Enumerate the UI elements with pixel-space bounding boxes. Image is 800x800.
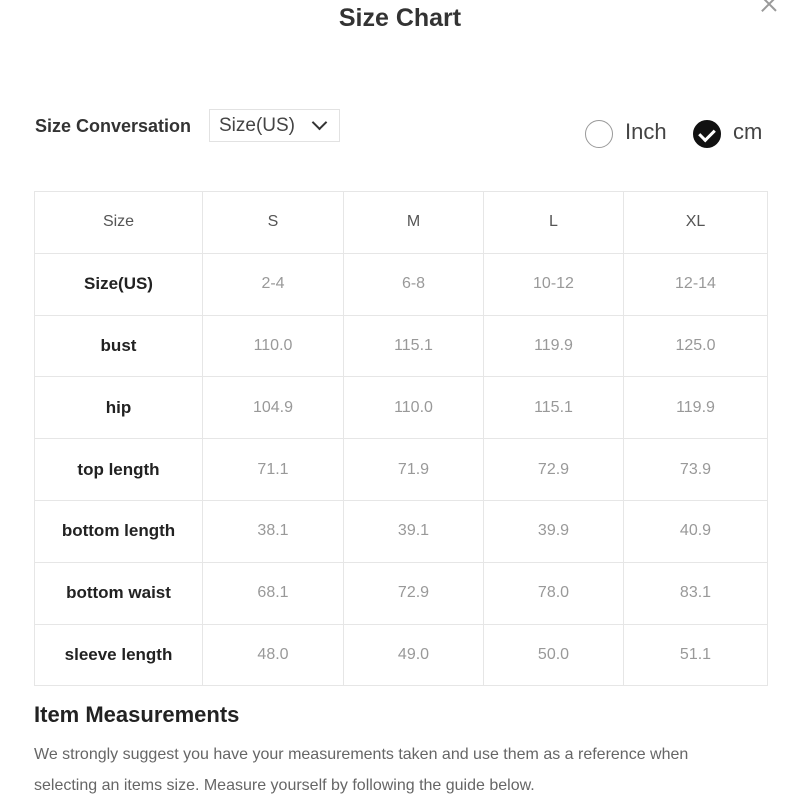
row-label: bottom waist	[35, 562, 203, 624]
table-row	[35, 315, 768, 377]
table-row	[35, 624, 768, 686]
table-row	[35, 377, 768, 439]
table-cell: 38.1	[203, 500, 344, 562]
unit-inch-label: Inch	[625, 119, 667, 144]
size-chart-table	[34, 191, 768, 686]
size-system-select-value: Size(US)	[219, 114, 296, 136]
table-row	[35, 500, 768, 562]
column-header: XL	[624, 192, 768, 254]
close-icon[interactable]	[758, 0, 780, 16]
radio-unchecked-icon[interactable]	[585, 120, 613, 148]
table-cell: 50.0	[484, 624, 624, 686]
table-cell: 48.0	[203, 624, 344, 686]
radio-checked-icon[interactable]	[693, 120, 721, 148]
table-cell: 83.1	[624, 562, 768, 624]
table-cell: 73.9	[624, 439, 768, 501]
table-cell: 71.9	[344, 439, 484, 501]
unit-cm-label: cm	[733, 119, 763, 144]
table-cell: 40.9	[624, 500, 768, 562]
item-measurements-title: Item Measurements	[34, 702, 240, 727]
table-cell: 78.0	[484, 562, 624, 624]
column-header: Size	[35, 192, 203, 254]
row-label: Size(US)	[35, 253, 203, 315]
table-cell: 39.9	[484, 500, 624, 562]
row-label: bottom length	[35, 500, 203, 562]
table-cell: 51.1	[624, 624, 768, 686]
column-header: S	[203, 192, 344, 254]
row-label: top length	[35, 439, 203, 501]
table-row	[35, 562, 768, 624]
row-label: bust	[35, 315, 203, 377]
row-label: hip	[35, 377, 203, 439]
size-conversion-label: Size Conversation	[35, 116, 192, 136]
table-row	[35, 439, 768, 501]
size-system-select[interactable]	[209, 109, 340, 142]
row-label: sleeve length	[35, 624, 203, 686]
table-cell: 110.0	[203, 315, 344, 377]
table-cell: 104.9	[203, 377, 344, 439]
table-cell: 115.1	[344, 315, 484, 377]
table-cell: 39.1	[344, 500, 484, 562]
table-cell: 119.9	[484, 315, 624, 377]
chevron-down-icon	[312, 115, 328, 131]
column-header: L	[484, 192, 624, 254]
page-title: Size Chart	[338, 4, 462, 32]
item-measurements-text: We strongly suggest you have your measurements taken and use them as a reference when selecting an items size. Measure yourself by following the guide below.	[34, 746, 689, 794]
table-cell: 72.9	[484, 439, 624, 501]
table-cell: 71.1	[203, 439, 344, 501]
table-cell: 12-14	[624, 253, 768, 315]
table-cell: 2-4	[203, 253, 344, 315]
table-cell: 115.1	[484, 377, 624, 439]
table-cell: 6-8	[344, 253, 484, 315]
table-header-row	[35, 192, 768, 254]
unit-option-inch[interactable]	[585, 116, 667, 148]
table-cell: 72.9	[344, 562, 484, 624]
column-header: M	[344, 192, 484, 254]
table-cell: 49.0	[344, 624, 484, 686]
table-cell: 110.0	[344, 377, 484, 439]
table-cell: 119.9	[624, 377, 768, 439]
table-cell: 68.1	[203, 562, 344, 624]
table-cell: 10-12	[484, 253, 624, 315]
unit-option-cm[interactable]	[693, 116, 762, 148]
table-cell: 125.0	[624, 315, 768, 377]
table-row	[35, 253, 768, 315]
